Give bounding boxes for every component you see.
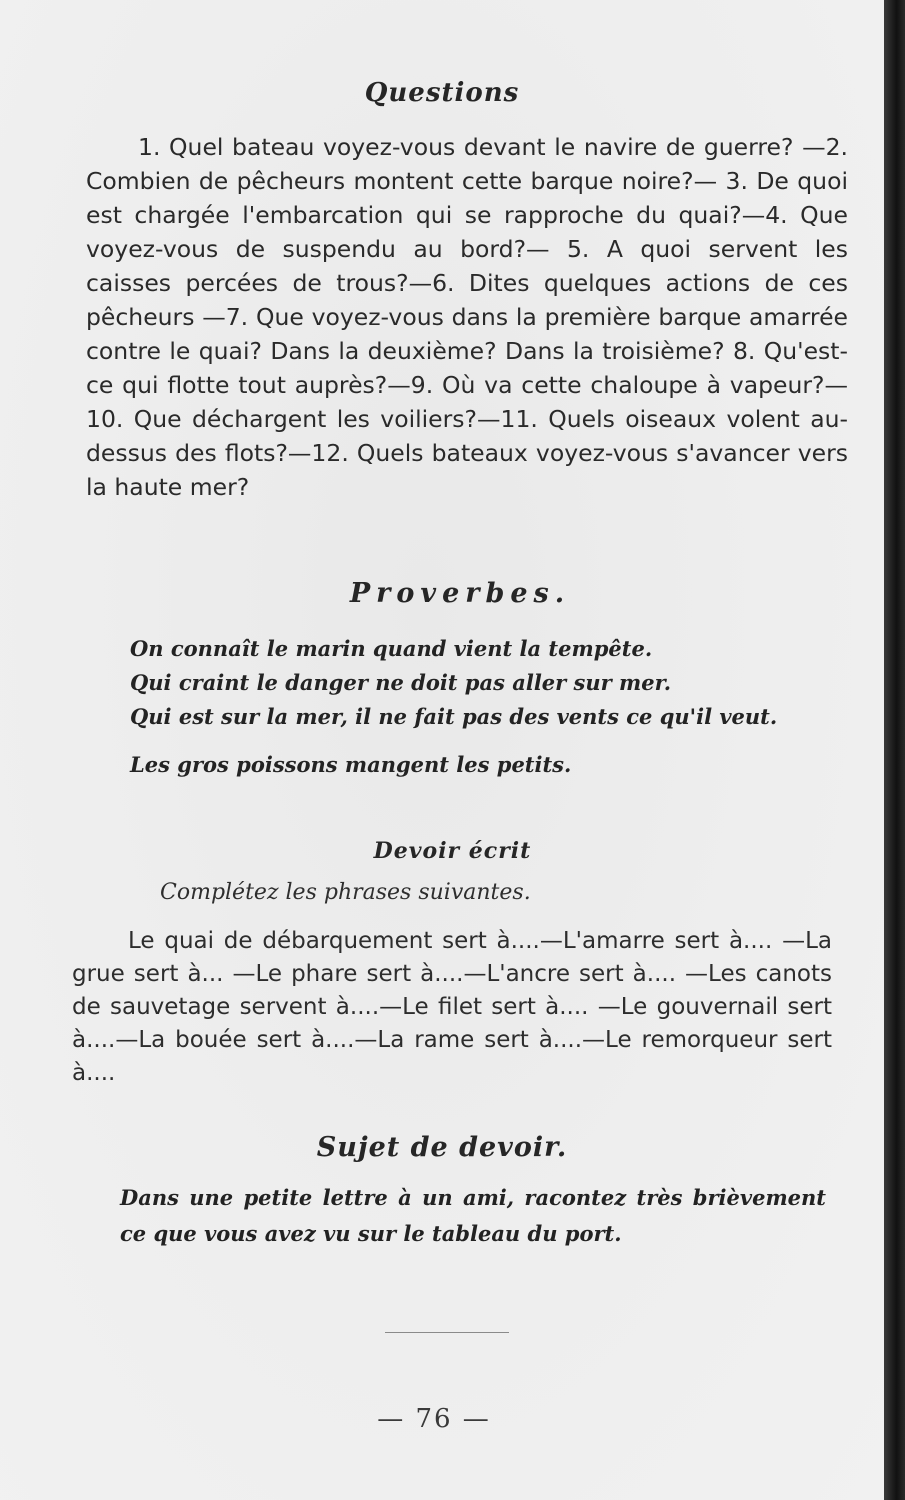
questions-heading: Questions <box>364 78 520 108</box>
devoir-instruction: Complétez les phrases suivantes. <box>160 880 531 905</box>
devoir-ecrit-text: Le quai de débarquement sert à....—L'amarre sert à.... —La grue sert à... —Le phare sert à....—L'ancre sert à.... —Les canots de sauvetage servent à....—Le filet sert à.... —Le gouvernail sert à....—La bouée sert à....—La rame sert à....—Le remorqueur sert à.... <box>72 928 832 1086</box>
page-edge-shadow <box>884 0 905 1500</box>
devoir-ecrit-heading: Devoir écrit <box>373 838 532 864</box>
proverbes-heading: Proverbes. <box>349 578 571 609</box>
proverbs-list <box>130 632 838 782</box>
proverb-item: Qui craint le danger ne doit pas aller sur mer. <box>130 670 672 695</box>
sujet-de-devoir-heading: Sujet de devoir. <box>316 1132 568 1163</box>
divider-rule <box>385 1332 509 1333</box>
page-number: — 76 — <box>377 1404 491 1434</box>
proverb-item: On connaît le marin quand vient la tempête. <box>130 636 653 661</box>
proverb-item: Qui est sur la mer, il ne fait pas des vents ce qu'il veut. <box>130 704 778 729</box>
sujet-de-devoir-text: Dans une petite lettre à un ami, racontez très brièvement ce que vous avez vu sur le tableau du port. <box>120 1185 826 1246</box>
proverb-item: Les gros poissons mangent les petits. <box>130 752 572 777</box>
questions-text: 1. Quel bateau voyez-vous devant le navire de guerre? —2. Combien de pêcheurs montent cette barque noire?— 3. De quoi est chargée l'embarcation qui se rapproche du quai?—4. Que voyez-vous de suspendu au bord?— 5. A quoi servent les caisses percées de trous?—6. Dites quelques actions de ces pêcheurs —7. Que voyez-vous dans la première barque amarrée contre le quai? Dans la deuxième? Dans la troisième? 8. Qu'est-ce qui flotte tout auprès?—9. Où va cette chaloupe à vapeur?—10. Que déchargent les voiliers?—11. Quels oiseaux volent au-dessus des flots?—12. Quels bateaux voyez-vous s'avancer vers la haute mer? <box>86 133 848 501</box>
